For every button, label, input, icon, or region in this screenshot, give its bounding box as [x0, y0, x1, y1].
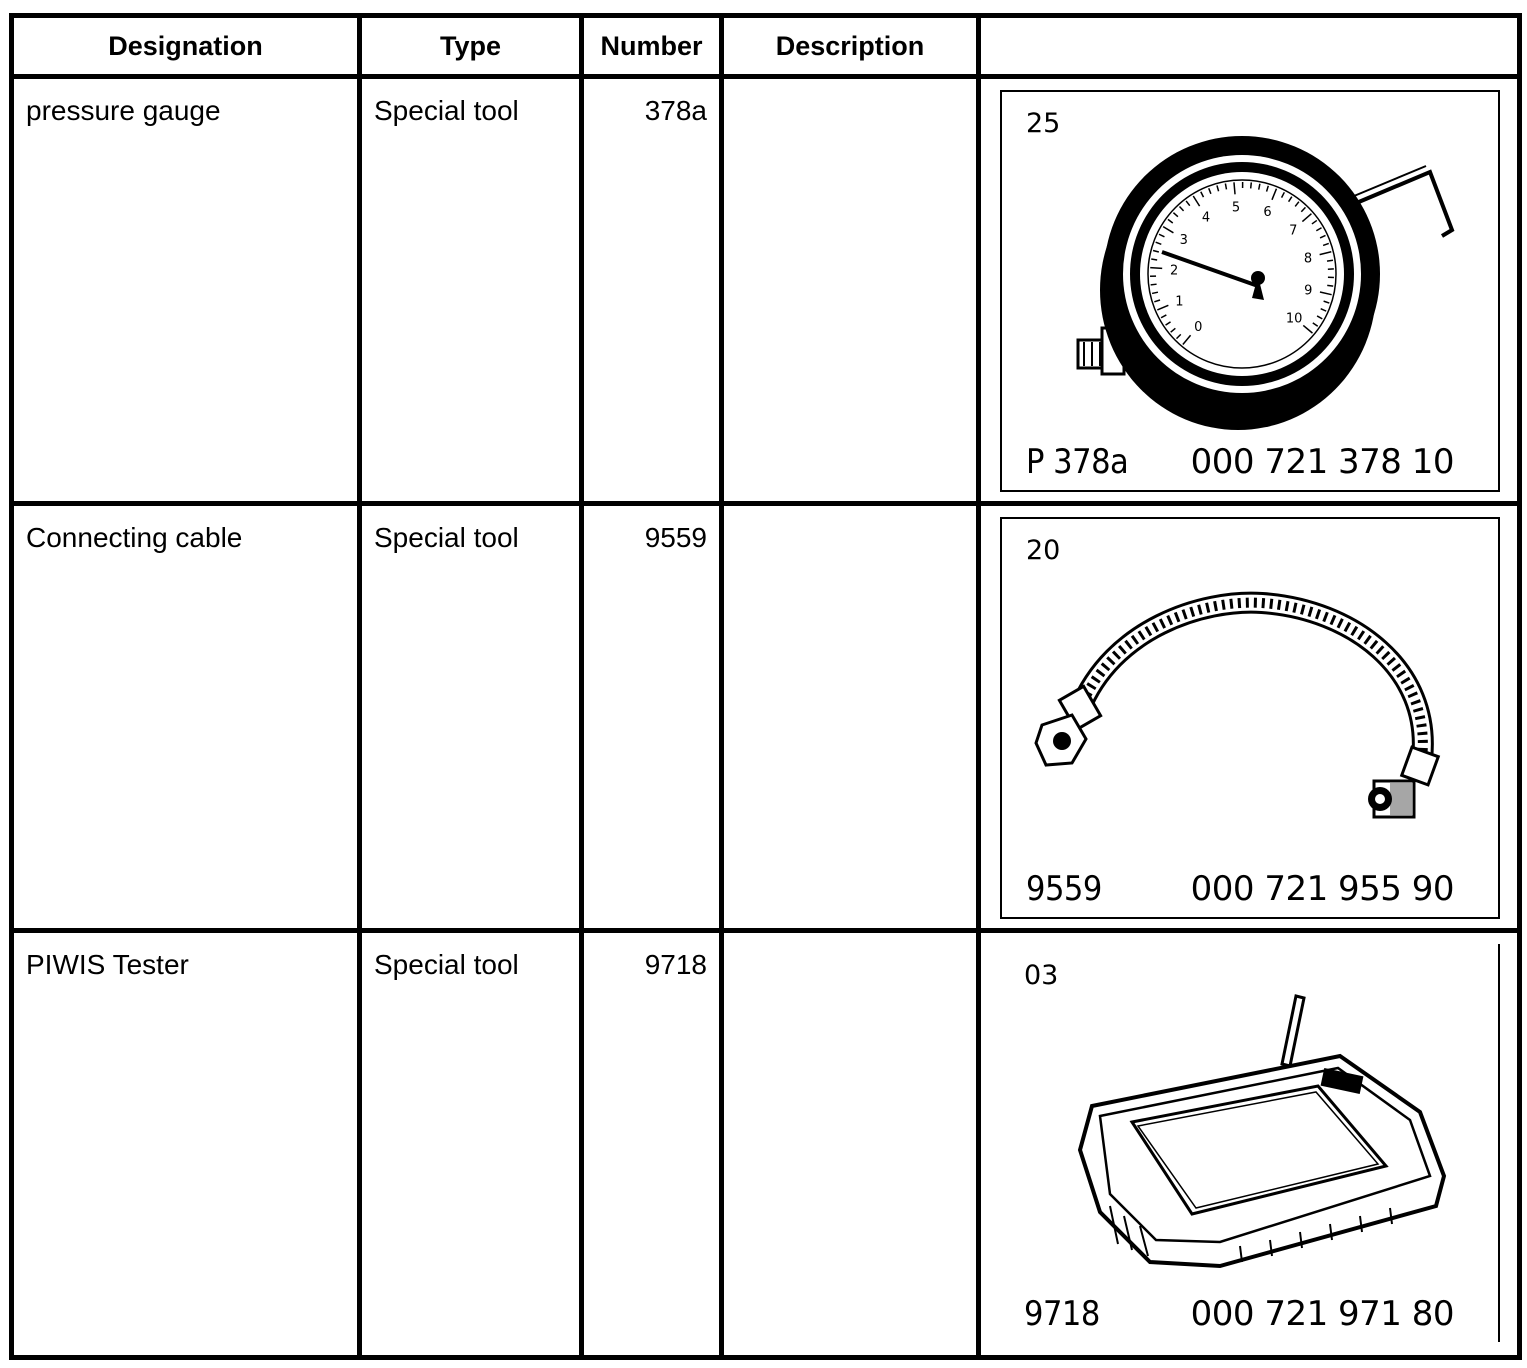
header-type: Type — [360, 16, 582, 77]
designation-cell — [12, 504, 360, 931]
pressure-gauge-icon — [1002, 92, 1496, 490]
number-cell — [582, 504, 722, 931]
type-cell — [360, 77, 582, 504]
illustration-code: 9718 — [1024, 1294, 1100, 1334]
description-cell — [722, 504, 979, 931]
type-cell — [360, 931, 582, 1358]
number-cell — [582, 931, 722, 1358]
image-cell — [979, 504, 1520, 931]
gauge-dial-number: 4 — [1201, 210, 1211, 226]
description-cell — [722, 931, 979, 1358]
designation-text: Connecting cable — [26, 522, 243, 553]
illustration-code: 9559 — [1026, 869, 1102, 909]
image-cell — [979, 931, 1520, 1358]
description-text — [724, 79, 976, 95]
description-text — [724, 933, 976, 949]
piwis-tester-icon — [1000, 944, 1494, 1342]
gauge-tick — [1225, 184, 1226, 190]
table-row — [12, 931, 1520, 1358]
number-text: 9718 — [644, 949, 707, 980]
type-text: Special tool — [374, 949, 519, 980]
type-text: Special tool — [374, 522, 519, 553]
gauge-dial-number: 5 — [1231, 200, 1241, 216]
gauge-dial-number: 9 — [1304, 283, 1313, 299]
header-image — [979, 16, 1520, 77]
number-text: 9559 — [644, 522, 707, 553]
part-number: 000 721 955 90 — [1190, 869, 1454, 909]
description-text — [724, 506, 976, 522]
illustration-index: 03 — [1024, 960, 1059, 991]
gauge-tick — [1327, 285, 1333, 286]
gauge-tick — [1327, 260, 1333, 261]
tool-illustration — [1000, 944, 1500, 1342]
gauge-dial-number: 6 — [1263, 204, 1272, 220]
tool-illustration — [1000, 90, 1500, 492]
gauge-dial-number: 8 — [1303, 251, 1313, 267]
header-designation: Designation — [12, 16, 360, 77]
designation-cell — [12, 931, 360, 1358]
part-number: 000 721 971 80 — [1190, 1294, 1454, 1334]
gauge-dial-number: 3 — [1179, 232, 1188, 248]
gauge-dial-number: 1 — [1175, 294, 1184, 310]
table-row — [12, 77, 1520, 504]
number-text: 378a — [644, 95, 707, 126]
type-text: Special tool — [374, 95, 519, 126]
gauge-tick — [1150, 268, 1162, 269]
number-cell — [582, 77, 722, 504]
special-tools-table — [9, 13, 1522, 1360]
connecting-cable-icon — [1002, 519, 1496, 917]
gauge-tick — [1151, 284, 1157, 285]
type-cell — [360, 504, 582, 931]
designation-cell — [12, 77, 360, 504]
description-cell — [722, 77, 979, 504]
gauge-dial-number: 2 — [1170, 263, 1179, 279]
illustration-code: P 378a — [1026, 442, 1129, 482]
gauge-dial-number: 7 — [1289, 223, 1298, 239]
illustration-index: 20 — [1026, 535, 1061, 566]
gauge-dial-number: 10 — [1285, 311, 1303, 327]
designation-text: PIWIS Tester — [26, 949, 189, 980]
illustration-index: 25 — [1026, 108, 1061, 139]
gauge-tick — [1251, 182, 1252, 188]
gauge-tick — [1234, 182, 1235, 194]
designation-text: pressure gauge — [26, 95, 221, 126]
header-number: Number — [582, 16, 722, 77]
table-row — [12, 504, 1520, 931]
tool-illustration — [1000, 517, 1500, 919]
gauge-tick — [1151, 259, 1157, 260]
part-number: 000 721 378 10 — [1190, 442, 1454, 482]
gauge-dial-number: 0 — [1194, 320, 1203, 336]
header-row — [12, 16, 1520, 77]
header-description: Description — [722, 16, 979, 77]
image-cell — [979, 77, 1520, 504]
